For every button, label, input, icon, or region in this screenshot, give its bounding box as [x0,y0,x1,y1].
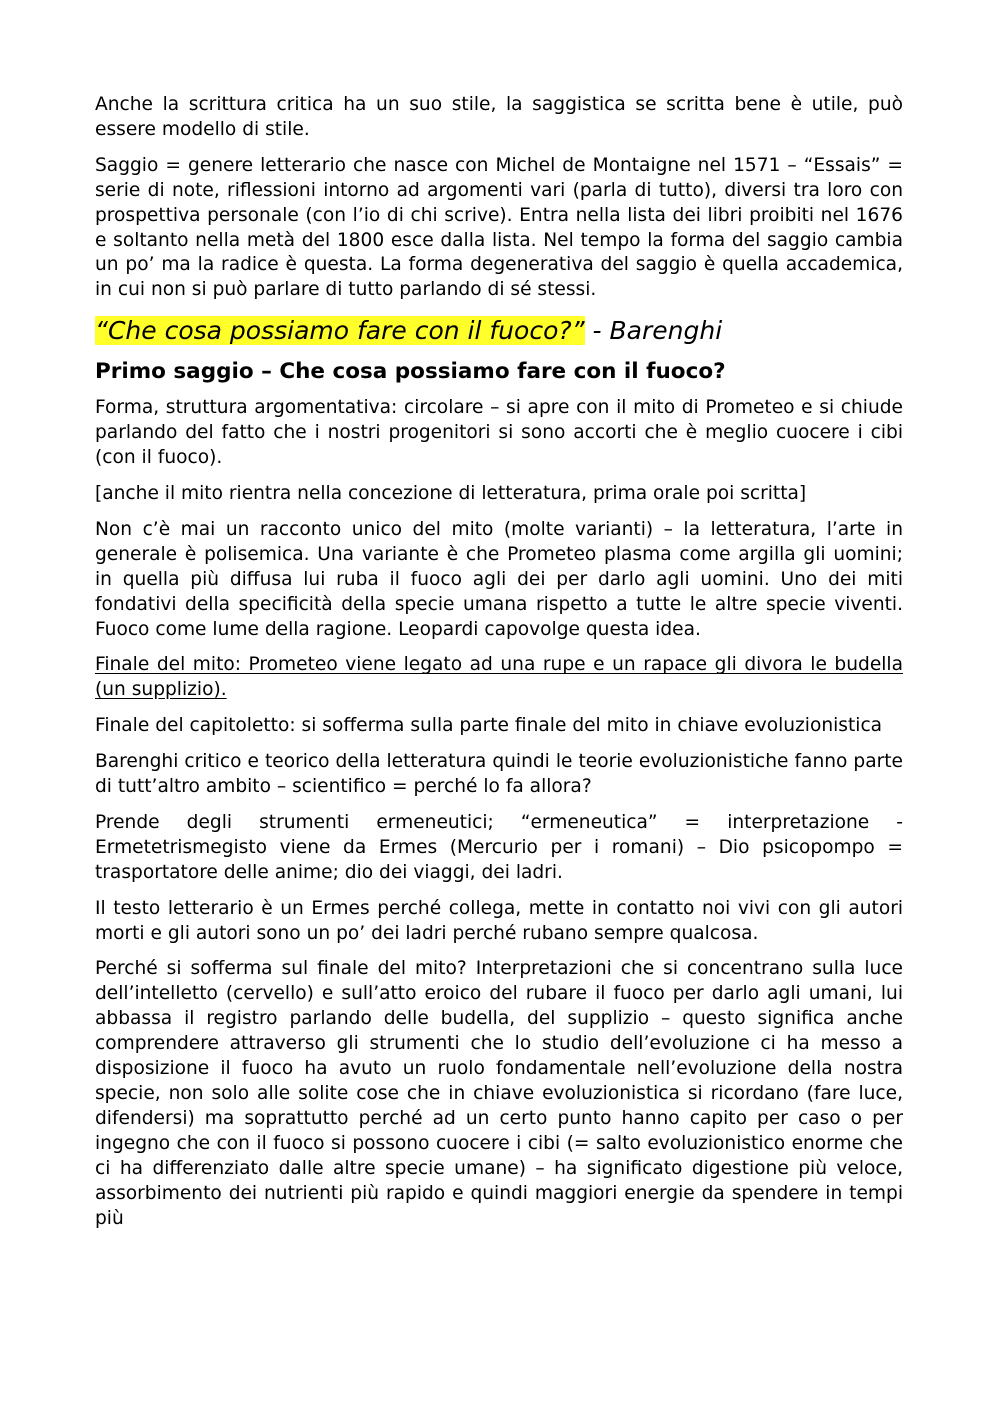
essay-title-highlighted: “Che cosa possiamo fare con il fuoco?” [95,316,585,346]
essay-title-author: - Barenghi [584,316,723,346]
paragraph-myth-ending: Finale del mito: Prometeo viene legato ad una rupe e un rapace gli divora le budella (un supplizio). [95,654,903,701]
paragraph-myth-variants: Non c’è mai un racconto unico del mito (molte varianti) – la letteratura, l’arte in generale è polisemica. Una variante è che Prometeo plasma come argilla gli uomini; in quella più diffusa lui ruba il fuoco agli dei per darlo agli uomini. Uno dei miti fondativi della specificità della specie umana rispetto a tutte le altre specie viventi. Fuoco come lume della ragione. Leopardi capovolge questa idea. [95,518,903,640]
paragraph-intro-style: Anche la scrittura critica ha un suo stile, la saggistica se scritta bene è utile, può essere modello di stile. [95,94,903,140]
paragraph-myth-note: [anche il mito rientra nella concezione di letteratura, prima orale poi scritta] [95,482,807,504]
paragraph-chapter-ending: Finale del capitoletto: si sofferma sulla parte finale del mito in chiave evoluzionistica [95,715,883,737]
paragraph-why-ending: Perché si sofferma sul finale del mito? Interpretazioni che si concentrano sulla luce dell’intelletto (cervello) e sull’atto eroico del rubare il fuoco per darlo agli umani, lui abbassa il registro parlando delle budella, del supplizio – questo significa anche comprendere attraverso gli strumenti che lo studio dell’evoluzione ci ha messo a disposizione il fuoco ha avuto un ruolo fondamentale nell’evoluzione della nostra specie, non solo alle solite cose che in chiave evoluzionistica si ricordano (fare luce, difendersi) ma soprattutto perché ad un certo punto hanno capito per caso o per ingegno che con il fuoco si possono cuocere i cibi (= salto evoluzionistico enorme che ci ha differenziato dalle altre specie umane) – ha significato digestione più veloce, assorbimento dei nutrienti più rapido e quindi maggiori energie da spendere in tempi più [95,958,903,1229]
document-page [95,93,903,1231]
essay-title [95,314,903,348]
paragraph-literary-text-hermes: Il testo letterario è un Ermes perché collega, mette in contatto noi vivi con gli autori morti e gli autori sono un po’ dei ladri perché rubano sempre qualcosa. [95,897,903,944]
paragraph-structure: Forma, struttura argomentativa: circolare – si apre con il mito di Prometeo e si chiude parlando del fatto che i nostri progenitori si sono accorti che è meglio cuocere i cibi (con il fuoco). [95,397,903,469]
paragraph-saggio-definition: Saggio = genere letterario che nasce con Michel de Montaigne nel 1571 – “Essais” = serie di note, riflessioni intorno ad argomenti vari (parla di tutto), diversi tra loro con prospettiva personale (con l’io di chi scrive). Entra nella lista dei libri proibiti nel 1676 e soltanto nella metà del 1800 esce dalla lista. Nel tempo la forma del saggio cambia un po’ ma la radice è questa. La forma degenerativa del saggio è quella accademica, in cui non si può parlare di tutto parlando di sé stessi. [95,154,903,301]
paragraph-hermeneutics: Prende degli strumenti ermeneutici; “ermeneutica” = interpretazione - Ermetetrismegisto viene da Ermes (Mercurio per i romani) – Dio psicopompo = trasportatore delle anime; dio dei viaggi, dei ladri. [95,811,903,883]
section-heading: Primo saggio – Che cosa possiamo fare con il fuoco? [95,359,726,385]
paragraph-barenghi-critic: Barenghi critico e teorico della letteratura quindi le teorie evoluzionistiche fanno parte di tutt’altro ambito – scientifico = perché lo fa allora? [95,751,903,798]
